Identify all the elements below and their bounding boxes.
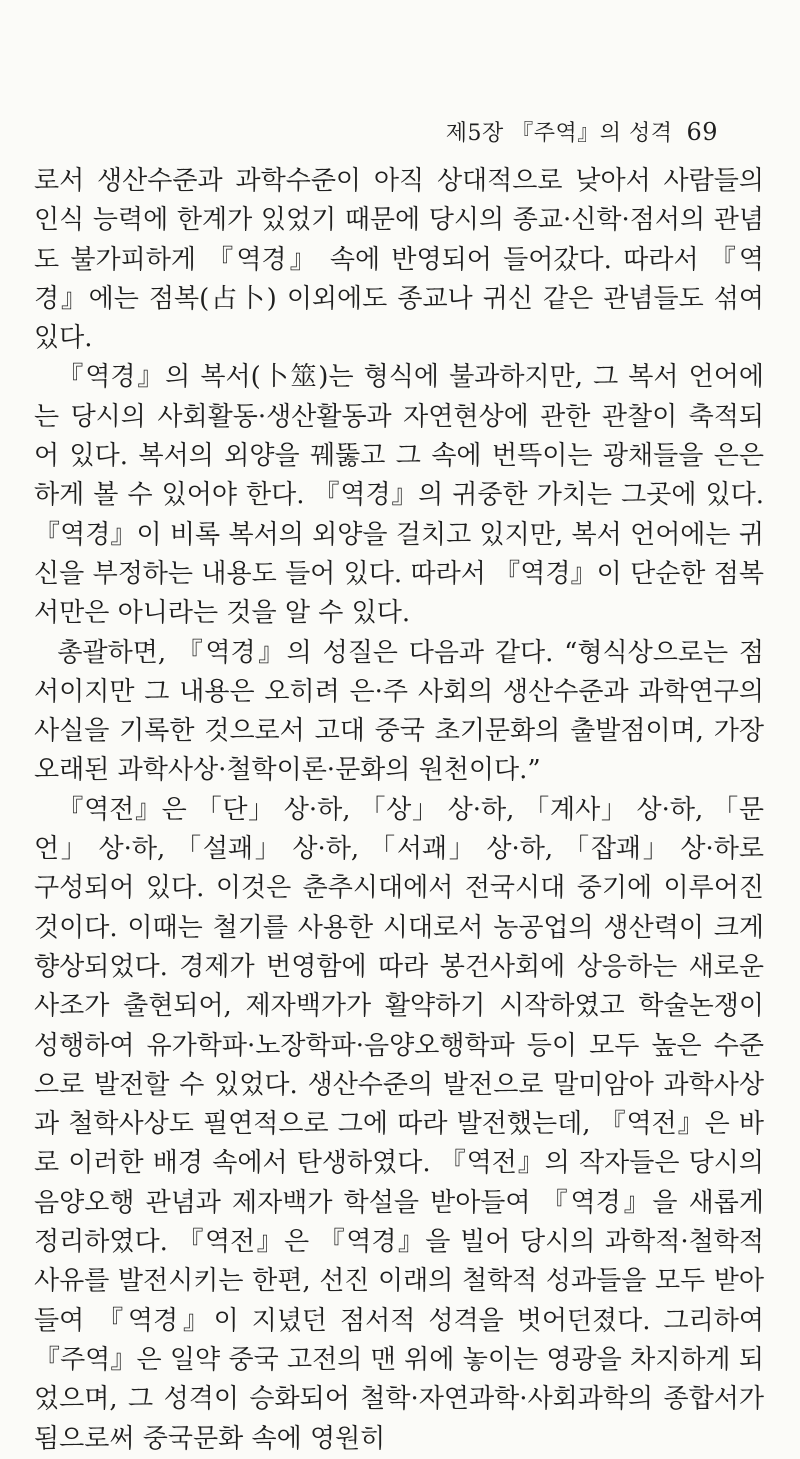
paragraph-divination-language: 『역경』의 복서(卜筮)는 형식에 불과하지만, 그 복서 언어에는 당시의 사회활동·생산활동과 자연현상에 관한 관찰이 축적되어 있다. 복서의 외양을 꿰뚫고 그 속에 번뜩이는 광채들을 은은하게 볼 수 있어야 한다. 『역경』의 귀중한 가치는 그곳에 있다. 『역경』이 비록 복서의 외양을 걸치고 있지만, 복서 언어에는 귀신을 부정하는 내용도 들어 있다. 따라서 『역경』이 단순한 점복서만은 아니라는 것을 알 수 있다. (34, 362, 764, 629)
running-header (446, 116, 718, 147)
paragraph-yizhuan: 『역전』은 「단」 상·하, 「상」 상·하, 「계사」 상·하, 「문언」 상·하, 「설괘」 상·하, 「서괘」 상·하, 「잡괘」 상·하로 구성되어 있다. 이것은 춘추시대에서 전국시대 중기에 이루어진 것이다. 이때는 철기를 사용한 시대로서 농공업의 생산력이 크게 향상되었다. 경제가 번영함에 따라 봉건사회에 상응하는 새로운 사조가 출현되어, 제자백가가 활약하기 시작하였고 학술논쟁이 성행하여 유가학파·노장학파·음양오행학파 등이 모두 높은 수준으로 발전할 수 있었다. 생산수준의 발전으로 말미암아 과학사상과 철학사상도 필연적으로 그에 따라 발전했는데, 『역전』은 바로 이러한 배경 속에서 탄생하였다. 『역전』의 작자들은 당시의 음양오행 관념과 제자백가 학설을 받아들여 『역경』을 새롭게 정리하였다. 『역전』은 『역경』을 빌어 당시의 과학적·철학적 사유를 발전시키는 한편, 선진 이래의 철학적 성과들을 모두 받아들여 『역경』이 지녔던 점서적 성격을 벗어던졌다. 그리하여 『주역』은 일약 중국 고전의 맨 위에 놓이는 영광을 차지하게 되었으며, 그 성격이 승화되어 철학·자연과학·사회과학의 종합서가 됨으로써 중국문화 속에 영원히 (34, 794, 764, 1454)
paragraph-summary: 총괄하면, 『역경』의 성질은 다음과 같다. “형식상으로는 점서이지만 그 내용은 오히려 은·주 사회의 생산수준과 과학연구의 사실을 기록한 것으로서 고대 중국 초기문화의 출발점이며, 가장 오래된 과학사상·철학이론·문화의 원천이다.” (34, 637, 764, 786)
page-number: 69 (686, 118, 718, 146)
paragraph-continuation: 로서 생산수준과 과학수준이 아직 상대적으로 낮아서 사람들의 인식 능력에 한계가 있었기 때문에 당시의 종교·신학·점서의 관념도 불가피하게 『역경』 속에 반영되어 들어갔다. 따라서 『역경』에는 점복(占卜) 이외에도 종교나 귀신 같은 관념들도 섞여 있다. (34, 166, 764, 354)
body-text (34, 162, 764, 1459)
chapter-title: 제5장 『주역』의 성격 (445, 121, 673, 146)
